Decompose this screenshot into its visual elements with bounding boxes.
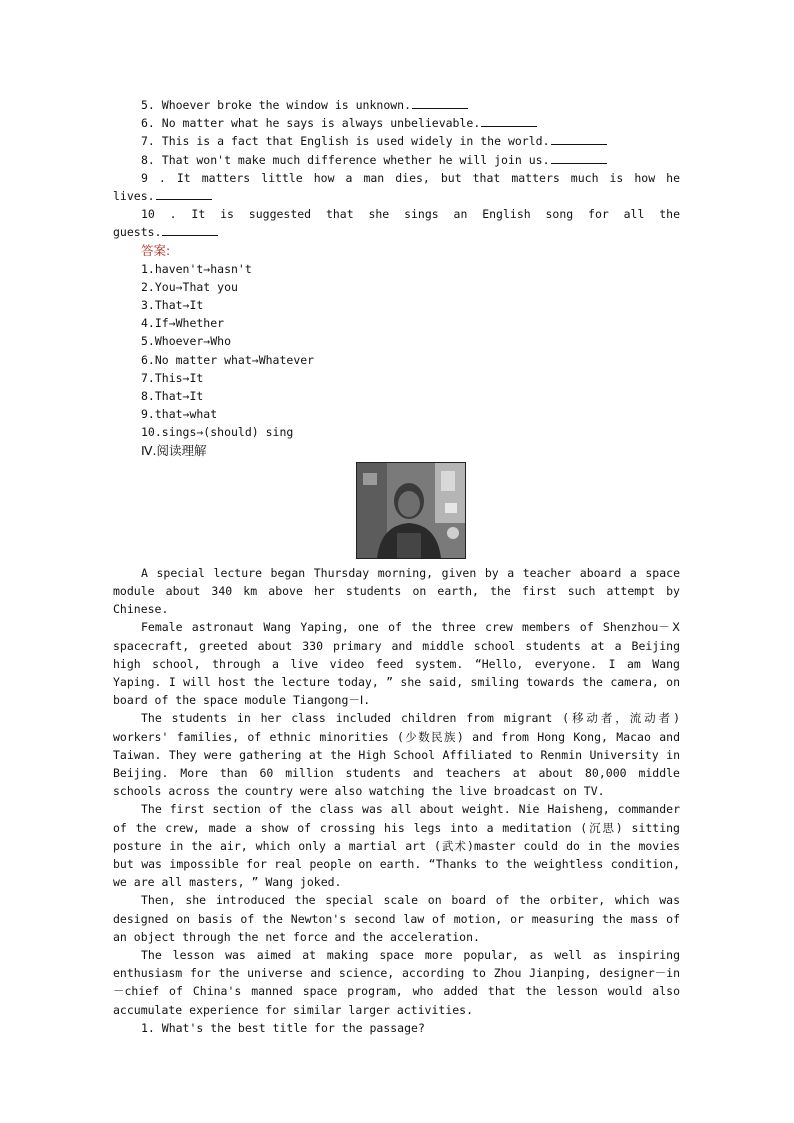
answers-heading: 答案:	[141, 242, 171, 258]
section-title: Ⅳ.阅读理解	[141, 442, 207, 458]
answer-item: 7.This→It	[141, 370, 204, 385]
answer-blank	[162, 223, 218, 236]
exercise-item-7: 7. This is a fact that English is used widely in the world.	[113, 132, 680, 150]
answer-item: 4.If→Whether	[141, 316, 225, 331]
passage-paragraph-3: The students in her class included children from migrant (移动者，流动者) workers' families, of ethnic minorities (少数民族) and from Hong Kong, Macao and Taiwan. They were gathering at the High School Affiliated to Renmin University in Beijing. More than 60 million students and teachers at about 80,000 middle schools across the country were also watching the live broadcast on TV.	[113, 711, 680, 799]
exercise-item-9-line2: lives.	[113, 187, 680, 205]
exercise-item-8: 8. That won't make much difference whether he will join us.	[113, 151, 680, 169]
answer-item: 3.That→It	[141, 298, 204, 313]
passage-paragraph-6: The lesson was aimed at making space more popular, as well as inspiring enthusiasm for the universe and science, according to Zhou Jianping, designer－in－chief of China's manned space program, who added that the lesson would also accumulate experience for similar larger activities.	[113, 948, 680, 1017]
astronaut-photo-image	[357, 463, 465, 558]
photo-block	[113, 460, 680, 564]
passage-paragraph-4: The first section of the class was all about weight. Nie Haisheng, commander of the crew, made a show of crossing his legs into a meditation (沉思) sitting posture in the air, which only a martial art (武术)master could do in the movies but was impossible for real people on earth. “Thanks to the weightless condition, we are all masters, ” Wang joked.	[113, 802, 680, 890]
answer-item: 1.haven't→hasn't	[141, 261, 252, 276]
answer-item: 2.You→That you	[141, 279, 238, 294]
answer-item: 9.that→what	[141, 407, 218, 422]
question-1: 1. What's the best title for the passage?	[141, 1020, 425, 1035]
astronaut-photo	[356, 462, 466, 559]
passage-paragraph-5: Then, she introduced the special scale on board of the orbiter, which was designed on basis of the Newton's second law of motion, or measuring the mass of an object through the net force and the acceleration.	[113, 893, 680, 944]
exercise-item-10-line2: guests.	[113, 223, 680, 241]
exercise-item-6: 6. No matter what he says is always unbelievable.	[113, 114, 680, 132]
answer-blank	[156, 187, 212, 200]
answer-item: 6.No matter what→Whatever	[141, 352, 315, 367]
answer-blank	[551, 151, 607, 164]
passage-paragraph-1: A special lecture began Thursday morning, given by a teacher aboard a space module about 340 km above her students on earth, the first such attempt by Chinese.	[113, 565, 680, 617]
answer-blank	[412, 96, 468, 109]
passage-paragraph-2: Female astronaut Wang Yaping, one of the three crew members of Shenzhou－Ⅹ spacecraft, greeted about 330 primary and middle school students at a Beijing high school, through a live video feed system. “Hello, everyone. I am Wang Yaping. I will host the lecture today, ” she said, smiling towards the camera, on board of the space module Tiangong－Ⅰ.	[113, 620, 680, 708]
answer-item: 8.That→It	[141, 389, 204, 403]
answer-blank	[551, 132, 607, 145]
exercise-item-10-line1: 10 . It is suggested that she sings an English song for all the	[141, 207, 680, 222]
exercise-item-5: 5. Whoever broke the window is unknown.	[113, 96, 680, 114]
answer-item: 10.sings→(should) sing	[141, 425, 294, 440]
exercise-item-9-line1: 9 . It matters little how a man dies, but that matters much is how he	[141, 170, 680, 185]
page-content	[113, 96, 680, 1037]
answer-item: 5.Whoever→Who	[141, 334, 232, 349]
answer-blank	[481, 114, 537, 127]
